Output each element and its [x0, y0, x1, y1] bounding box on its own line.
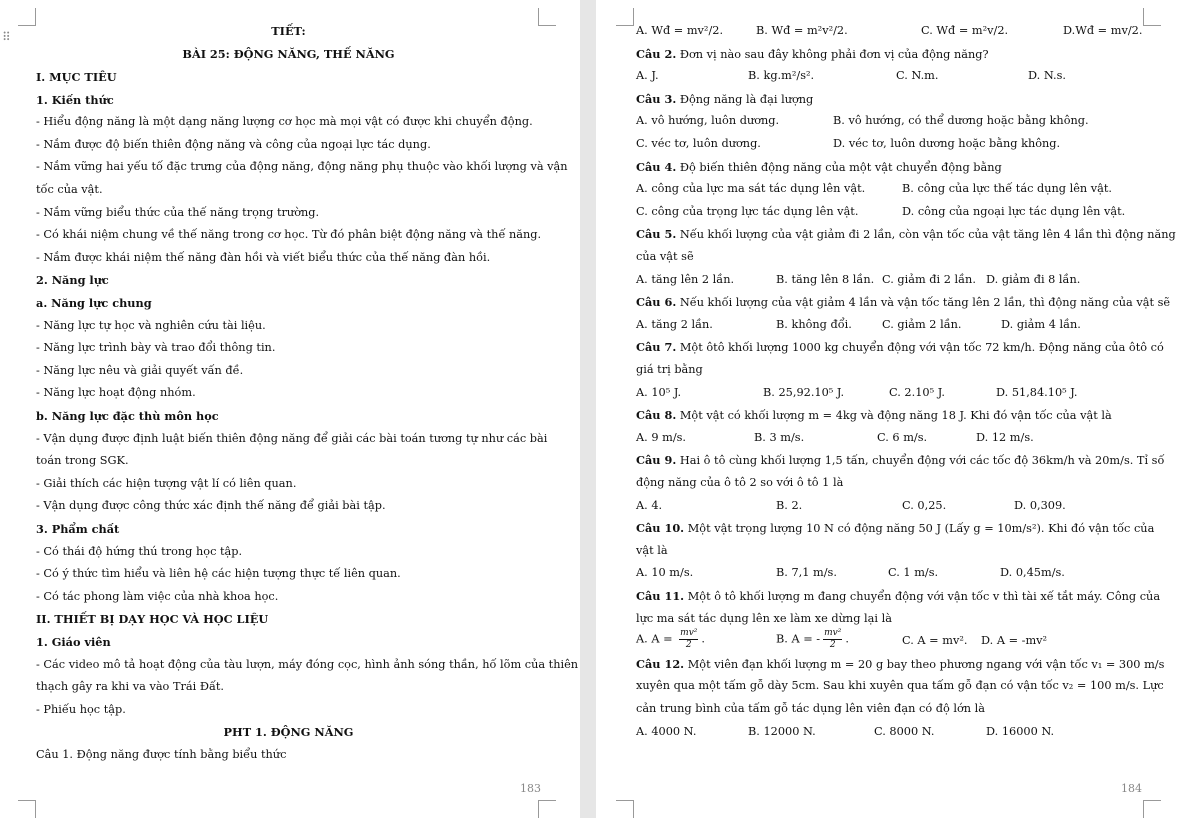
lesson-title: BÀI 25: ĐỘNG NĂNG, THẾ NĂNG: [182, 47, 395, 61]
question-text: lực ma sát tác dụng lên xe làm xe dừng lại là: [636, 611, 892, 625]
answer-option: D.Wđ = mv/2.: [1063, 24, 1143, 37]
page-right: [596, 0, 1178, 818]
text-line: [636, 544, 668, 558]
answer-option: A. 10⁵ J.: [636, 385, 682, 399]
crop-mark: [1143, 8, 1161, 26]
question-text: Nếu khối lượng của vật giảm 4 lần và vận tốc tăng lên 2 lần, thì động năng của vật sẽ: [676, 296, 1171, 310]
text-line: [636, 250, 694, 264]
answer-option: C. giảm 2 lần.: [882, 317, 962, 331]
answer-option: B. A = -: [776, 632, 821, 646]
question-text: Nếu khối lượng của vật giảm đi 2 lần, còn vận tốc của vật tăng lên 4 lần thì động năng: [676, 228, 1176, 242]
question-line: [636, 340, 1164, 355]
crop-mark: [616, 8, 634, 26]
answer-option: A. công của lực ma sát tác dụng lên vật.: [636, 182, 866, 196]
question-text: Một vật trọng lượng 10 N có động năng 50 J (Lấy g = 10m/s²). Khi đó vận tốc của: [684, 522, 1155, 536]
crop-mark: [538, 800, 556, 818]
question-line: [636, 295, 1170, 310]
section-heading: b. Năng lực đặc thù môn học: [36, 409, 219, 423]
crop-mark: [616, 800, 634, 818]
crop-mark: [1143, 800, 1161, 818]
answer-option: C. 1 m/s.: [888, 566, 939, 580]
answer-option: B. tăng lên 8 lần.: [776, 272, 875, 286]
question-text: Một ôtô khối lượng 1000 kg chuyển động với vận tốc 72 km/h. Động năng của ôtô có: [676, 341, 1164, 355]
answer-option: B. Wđ = m²v²/2.: [756, 24, 848, 37]
answer-option: C. N.m.: [896, 69, 939, 83]
answer-option: D. 0,309.: [1014, 498, 1066, 512]
question-number: Câu 3.: [636, 91, 677, 106]
text-line: [636, 612, 892, 626]
answer-option: A. 4.: [636, 498, 663, 512]
question-line: [636, 408, 1112, 423]
question-number: Câu 7.: [636, 340, 677, 355]
fraction: $\frac{\text{mv²}}{2}$: [824, 628, 842, 651]
question-line: [636, 521, 1154, 536]
answer-option: D. giảm 4 lần.: [1001, 317, 1081, 331]
question-text: Một viên đạn khối lượng m = 20 g bay theo phương ngang với vận tốc v₁ = 300 m/s: [684, 657, 1165, 671]
text-line: thạch gây ra khi va vào Trái Đất.: [36, 680, 224, 694]
answer-option: D. 16000 N.: [986, 724, 1055, 738]
answer-option: D. công của ngoại lực tác dụng lên vật.: [902, 204, 1126, 218]
answer-option: A. 4000 N.: [636, 724, 697, 738]
answer-option: B. 25,92.10⁵ J.: [763, 385, 845, 399]
question-line: [636, 47, 989, 62]
question-number: Câu 11.: [636, 589, 685, 603]
question-line: [636, 160, 1002, 175]
text-line: - Vận dụng được định luật biến thiên động năng để giải các bài toán tương tự như các bài: [36, 431, 548, 445]
text-line: - Có ý thức tìm hiểu và liên hệ các hiện tượng thực tế liên quan.: [36, 567, 401, 581]
question-text: Một ô tô khối lượng m đang chuyển động với vận tốc v thì tài xế tắt máy. Công của: [684, 590, 1161, 603]
answer-option: C. véc tơ, luôn dương.: [636, 137, 761, 150]
answer-option: A. 9 m/s.: [636, 430, 687, 444]
question-line: [636, 589, 1160, 604]
answer-option: C. 6 m/s.: [877, 430, 928, 444]
text-line: - Có tác phong làm việc của nhà khoa học.: [36, 589, 279, 603]
answer-option: C. công của trọng lực tác dụng lên vật.: [636, 204, 859, 218]
section-heading: 2. Năng lực: [36, 273, 109, 288]
answer-option: C. 0,25.: [902, 498, 947, 512]
answer-option: B. kg.m²/s².: [748, 69, 815, 83]
section-heading: I. MỤC TIÊU: [36, 70, 117, 84]
question-number: Câu 6.: [636, 295, 677, 310]
question-text: Đơn vị nào sau đây không phải đơn vị của động năng?: [676, 47, 989, 61]
answer-option: A. tăng lên 2 lần.: [636, 272, 735, 286]
question-number: Câu 8.: [636, 408, 677, 423]
section-heading: II. THIẾT BỊ DẠY HỌC VÀ HỌC LIỆU: [36, 612, 269, 627]
section-heading: PHT 1. ĐỘNG NĂNG: [223, 725, 354, 740]
answer-option: A. Wđ = mv²/2.: [636, 24, 724, 37]
text-line: - Hiểu động năng là một dạng năng lượng cơ học mà mọi vật có được khi chuyển động.: [36, 115, 533, 129]
answer-option: A. tăng 2 lần.: [636, 317, 713, 331]
text-line: - Năng lực nêu và giải quyết vấn đề.: [36, 363, 244, 377]
section-heading: 1. Kiến thức: [36, 92, 114, 107]
question-line: [636, 227, 1176, 242]
section-heading: a. Năng lực chung: [36, 296, 152, 310]
answer-option: A. A =: [636, 632, 677, 646]
answer-option: D. N.s.: [1028, 69, 1066, 83]
text-line: - Nắm vững hai yếu tố đặc trưng của động năng, động năng phụ thuộc vào khối lượng và vận: [36, 160, 568, 174]
text-line: - Năng lực trình bày và trao đổi thông tin.: [36, 341, 276, 355]
question-text: động năng của ô tô 2 so với ô tô 1 là: [636, 476, 844, 489]
page-number: 184: [1121, 782, 1142, 795]
question-text: Một vật có khối lượng m = 4kg và động năng 18 J. Khi đó vận tốc của vật là: [676, 409, 1112, 423]
question-text: Hai ô tô cùng khối lượng 1,5 tấn, chuyển động với các tốc độ 36km/h và 20m/s. Tỉ số: [676, 454, 1165, 468]
text-line: Câu 1. Động năng được tính bằng biểu thức: [36, 748, 287, 761]
question-text: Động năng là đại lượng: [676, 92, 814, 106]
answer-option: C. giảm đi 2 lần.: [882, 272, 976, 286]
section-heading: 1. Giáo viên: [36, 635, 111, 649]
drag-handle-icon[interactable]: ⠿: [2, 30, 9, 44]
text-line: toán trong SGK.: [36, 454, 129, 468]
lesson-heading: TIẾT:: [271, 24, 306, 38]
text-line: [636, 363, 703, 377]
text-line: - Năng lực hoạt động nhóm.: [36, 386, 196, 400]
question-line: [636, 657, 1164, 672]
answer-option: D. 0,45m/s.: [1000, 566, 1065, 580]
answer-option: B. không đổi.: [776, 317, 852, 331]
answer-option: B. 2.: [776, 498, 803, 512]
punctuation: .: [845, 632, 849, 646]
text-line: - Giải thích các hiện tượng vật lí có liên quan.: [36, 476, 297, 490]
answer-option: A. vô hướng, luôn dương.: [636, 114, 780, 128]
answer-option: D. véc tơ, luôn dương hoặc bằng không.: [833, 137, 1061, 150]
text-line: - Các video mô tả hoạt động của tàu lượn, máy đóng cọc, hình ảnh sóng thần, hố lõm của thiên: [36, 657, 579, 671]
text-line: - Có thái độ hứng thú trong học tập.: [36, 544, 243, 558]
text-line: - Nắm vững biểu thức của thế năng trọng trường.: [36, 205, 320, 219]
text-line: [636, 702, 985, 716]
answer-option: D. giảm đi 8 lần.: [986, 272, 1081, 286]
answer-option: C. 8000 N.: [874, 724, 935, 738]
answer-option: B. 3 m/s.: [754, 430, 805, 444]
crop-mark: [18, 800, 36, 818]
question-line: [636, 92, 813, 107]
question-number: Câu 4.: [636, 159, 677, 174]
section-heading: 3. Phẩm chất: [36, 522, 120, 536]
answer-option: D. 51,84.10⁵ J.: [996, 385, 1078, 399]
text-line: - Vận dụng được công thức xác định thế năng để giải bài tập.: [36, 499, 386, 513]
answer-option: B. 12000 N.: [748, 724, 816, 738]
question-number: Câu 5.: [636, 227, 677, 242]
text-line: - Có khái niệm chung về thế năng trong cơ học. Từ đó phân biệt động năng và thế năng.: [36, 228, 542, 242]
text-line: - Phiếu học tập.: [36, 702, 126, 716]
question-number: Câu 12.: [636, 656, 685, 671]
answer-option: B. vô hướng, có thể dương hoặc bằng không.: [833, 114, 1089, 128]
page-left: [0, 0, 580, 818]
question-number: Câu 10.: [636, 521, 685, 536]
answer-option: A. J.: [636, 69, 659, 83]
text-line: [636, 476, 843, 490]
answer-option: B. công của lực thế tác dụng lên vật.: [902, 182, 1113, 196]
text-line: tốc của vật.: [36, 183, 103, 196]
question-text: vật là: [636, 543, 668, 557]
question-text: của vật sẽ: [636, 250, 694, 263]
question-text: giá trị bằng: [636, 363, 703, 376]
text-line: [636, 679, 1164, 693]
answer-option: D. A = -mv²: [981, 634, 1048, 648]
answer-option: C. A = mv².: [902, 634, 968, 648]
fraction: $\frac{\text{mv²}}{2}$: [680, 628, 698, 651]
question-number: Câu 2.: [636, 46, 677, 61]
answer-option: A. 10 m/s.: [636, 566, 694, 580]
question-number: Câu 9.: [636, 453, 677, 468]
page-number: 183: [520, 782, 541, 795]
punctuation: .: [701, 632, 705, 646]
answer-option: D. 12 m/s.: [976, 430, 1034, 444]
text-line: - Nắm được khái niệm thế năng đàn hồi và viết biểu thức của thế năng đàn hồi.: [36, 250, 491, 264]
text-line: - Nắm được độ biến thiên động năng và công của ngoại lực tác dụng.: [36, 137, 431, 151]
answer-option: B. 7,1 m/s.: [776, 566, 837, 580]
text-line: - Năng lực tự học và nghiên cứu tài liệu.: [36, 318, 266, 332]
crop-mark: [18, 8, 36, 26]
question-text: xuyên qua một tấm gỗ dày 5cm. Sau khi xuyên qua tấm gỗ đạn có vận tốc v₂ = 100 m/s. Lực: [636, 679, 1164, 693]
question-line: [636, 453, 1164, 468]
question-text: Độ biến thiên động năng của một vật chuyển động bằng: [676, 160, 1002, 174]
answer-option: C. Wđ = m²v/2.: [921, 24, 1009, 37]
question-text: cản trung bình của tấm gỗ tác dụng lên viên đạn có độ lớn là: [636, 702, 985, 715]
answer-option: C. 2.10⁵ J.: [889, 385, 945, 399]
